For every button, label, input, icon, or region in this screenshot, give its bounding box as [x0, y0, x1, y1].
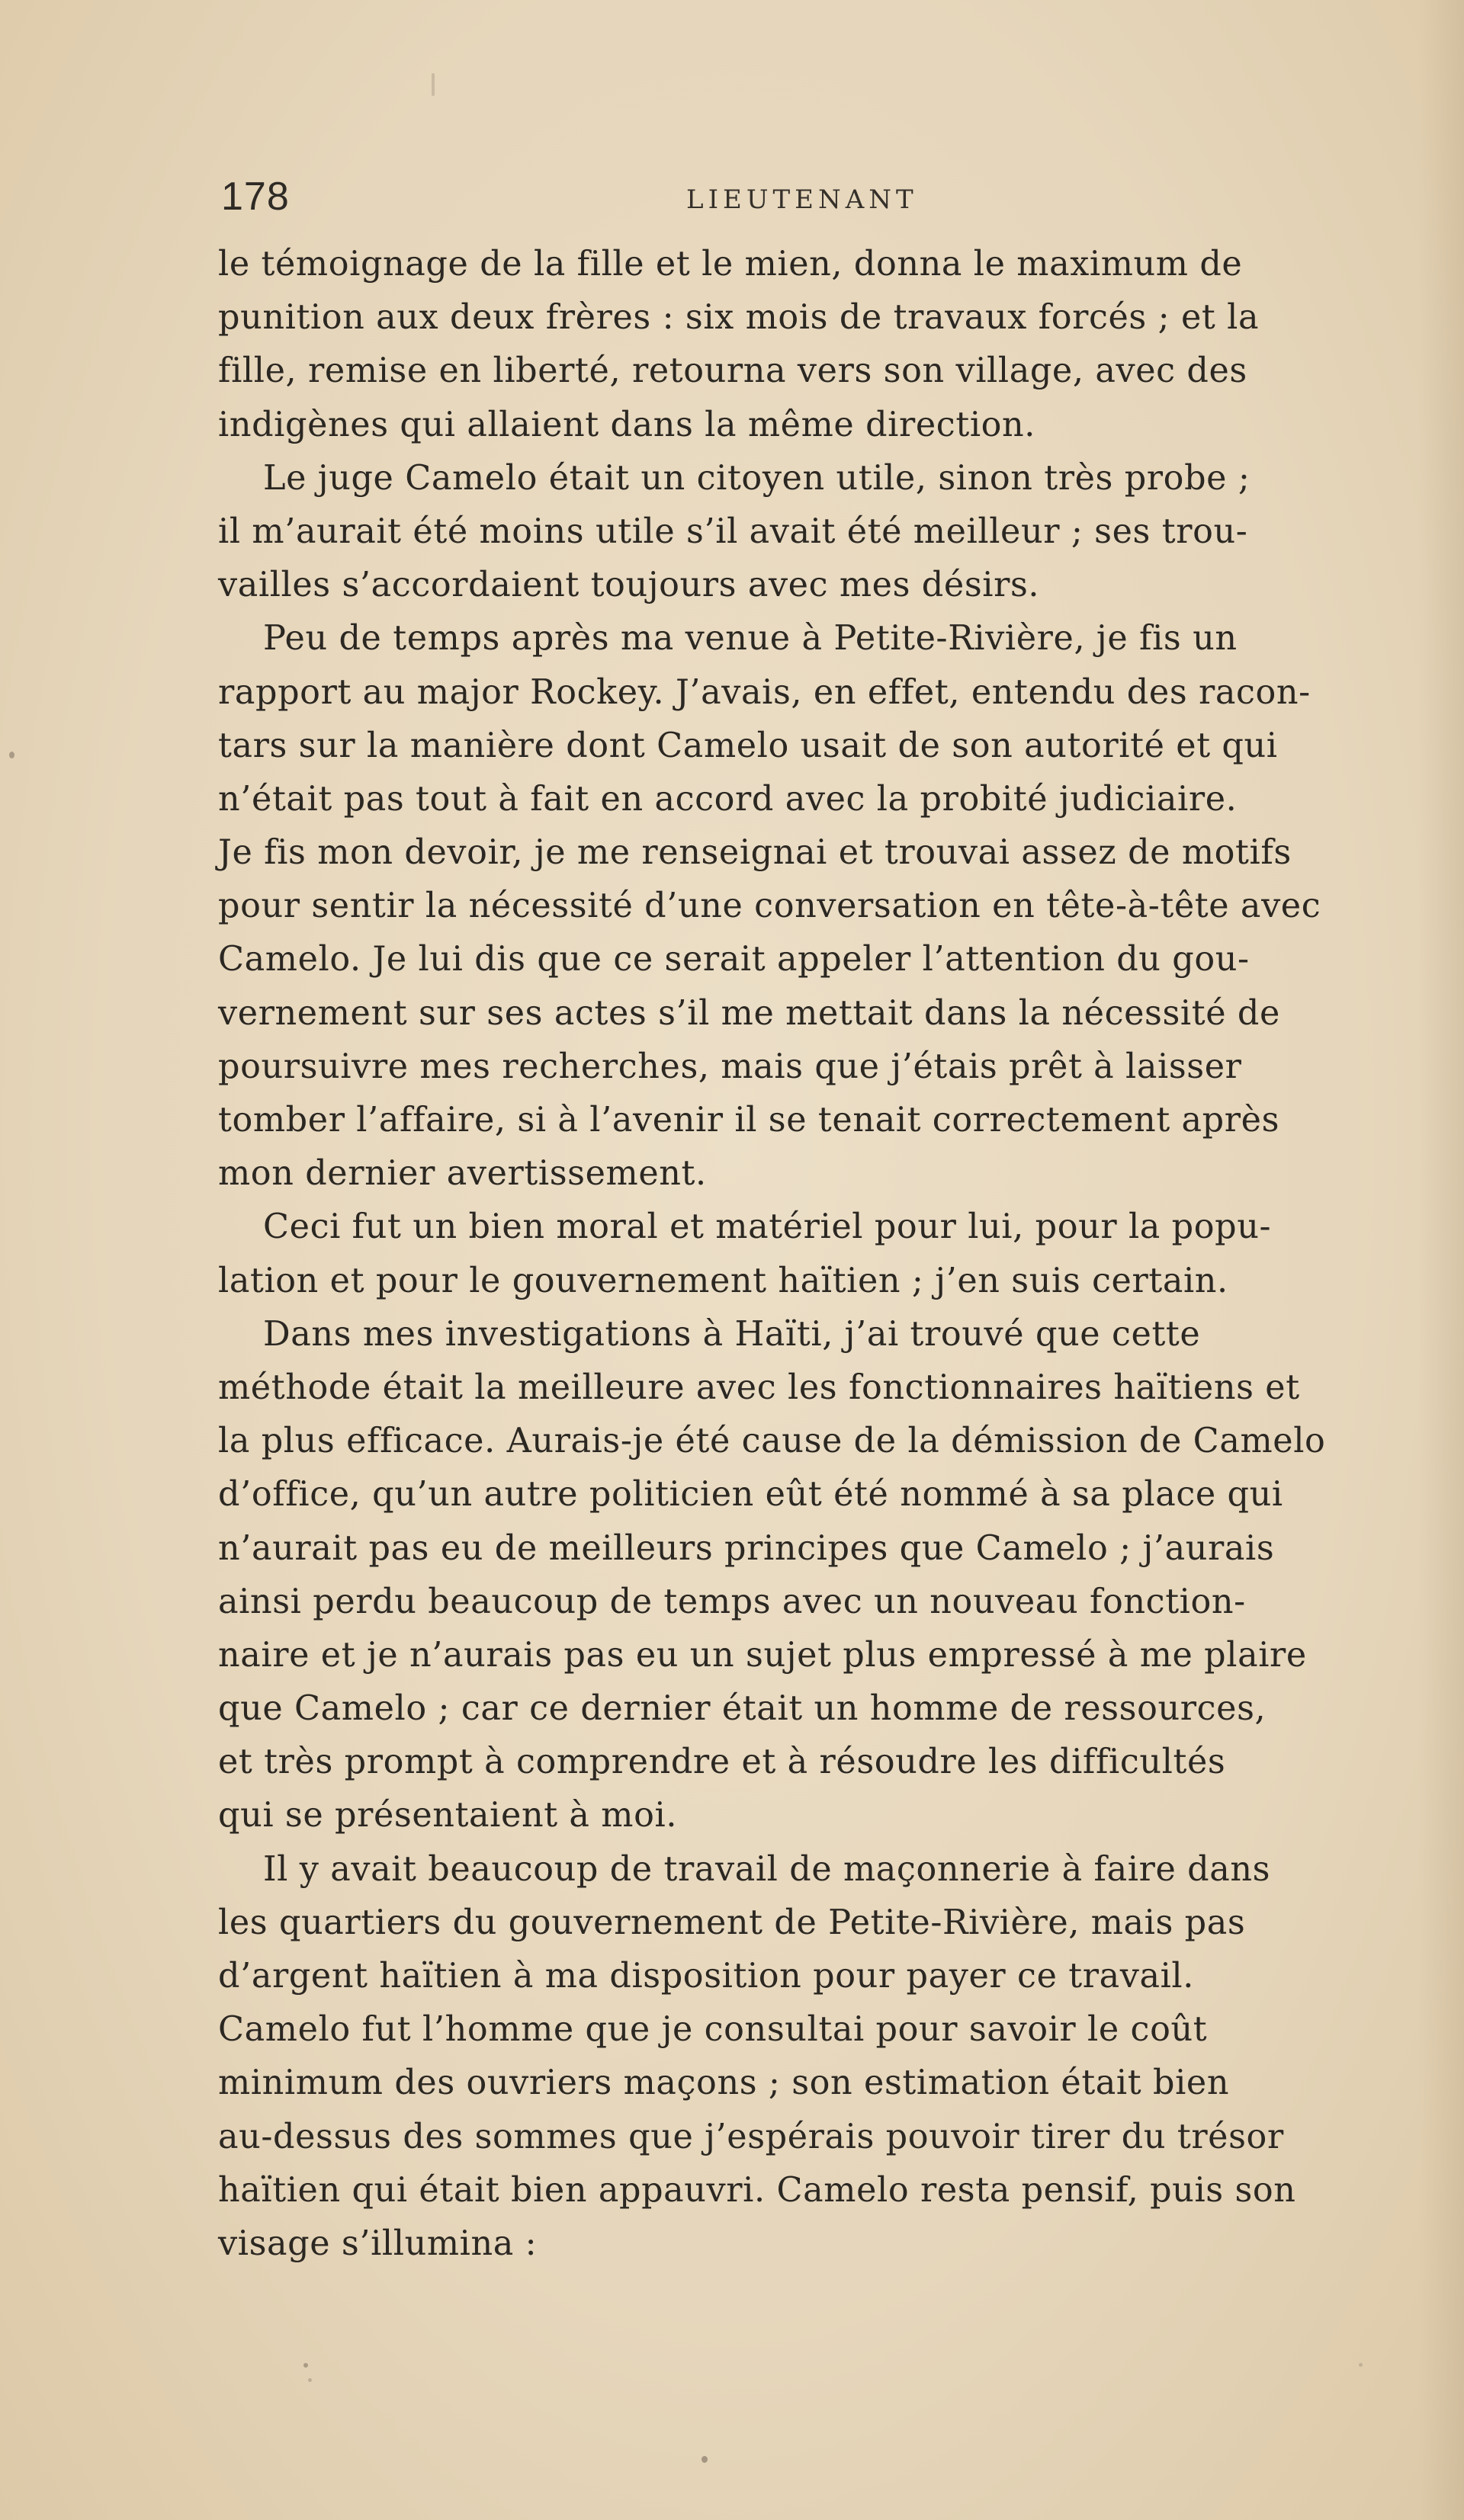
- text-line: Dans mes investigations à Haïti, j’ai trouvé que cette: [218, 1314, 1201, 1354]
- text-line: punition aux deux frères : six mois de travaux forcés ; et la: [218, 298, 1260, 338]
- text-line: mon dernier avertissement.: [218, 1154, 707, 1194]
- text-line: n’aurait pas eu de meilleurs principes que Camelo ; j’aurais: [218, 1528, 1275, 1568]
- text-line: indigènes qui allaient dans la même direction.: [218, 405, 1036, 444]
- text-line: vailles s’accordaient toujours avec mes désirs.: [218, 566, 1040, 605]
- paper-speck: [432, 73, 435, 96]
- text-line: Camelo. Je lui dis que ce serait appeler l’attention du gou-: [218, 940, 1250, 979]
- text-line: Ceci fut un bien moral et matériel pour lui, pour la popu-: [218, 1207, 1272, 1247]
- paper-speck: [308, 2378, 312, 2382]
- text-line: les quartiers du gouvernement de Petite-Rivière, mais pas: [218, 1903, 1246, 1942]
- text-line: il m’aurait été moins utile s’il avait été meilleur ; ses trou-: [218, 511, 1248, 551]
- text-line: le témoignage de la fille et le mien, donna le maximum de: [218, 245, 1243, 284]
- text-line: d’office, qu’un autre politicien eût été nommé à sa place qui: [218, 1475, 1283, 1515]
- text-line: poursuivre mes recherches, mais que j’étais prêt à laisser: [218, 1047, 1242, 1086]
- text-line: la plus efficace. Aurais-je été cause de la démission de Camelo: [218, 1422, 1326, 1461]
- paper-speck: [1359, 2363, 1363, 2367]
- text-line: que Camelo ; car ce dernier était un homme de ressources,: [218, 1689, 1267, 1729]
- text-line: méthode était la meilleure avec les fonctionnaires haïtiens et: [218, 1367, 1300, 1407]
- text-line: Le juge Camelo était un citoyen utile, sinon très probe ;: [218, 458, 1250, 498]
- text-line: Peu de temps après ma venue à Petite-Rivière, je fis un: [218, 619, 1238, 659]
- text-line: Camelo fut l’homme que je consultai pour savoir le coût: [218, 2010, 1208, 2050]
- text-line: tomber l’affaire, si à l’avenir il se tenait correctement après: [218, 1101, 1280, 1140]
- paper-speck: [9, 752, 14, 758]
- text-line: au-dessus des sommes que j’espérais pouvoir tirer du trésor: [218, 2117, 1284, 2156]
- text-line: et très prompt à comprendre et à résoudre les difficultés: [218, 1743, 1226, 1782]
- text-line: Je fis mon devoir, je me renseignai et trouvai assez de motifs: [218, 833, 1292, 873]
- text-line: qui se présentaient à moi.: [218, 1796, 678, 1835]
- text-line: rapport au major Rockey. J’avais, en effet, entendu des racon-: [218, 672, 1311, 712]
- text-line: d’argent haïtien à ma disposition pour payer ce travail.: [218, 1957, 1195, 1996]
- paper-speck: [303, 2363, 308, 2368]
- text-line: n’était pas tout à fait en accord avec la probité judiciaire.: [218, 779, 1238, 819]
- text-line: pour sentir la nécessité d’une conversation en tête-à-tête avec: [218, 886, 1321, 926]
- text-line: vernement sur ses actes s’il me mettait dans la nécessité de: [218, 993, 1280, 1033]
- text-line: ainsi perdu beaucoup de temps avec un nouveau fonction-: [218, 1582, 1246, 1621]
- text-line: lation et pour le gouvernement haïtien ; j’en suis certain.: [218, 1261, 1228, 1300]
- page-number: 178: [221, 175, 290, 219]
- text-line: tars sur la manière dont Camelo usait de son autorité et qui: [218, 726, 1278, 765]
- text-line: Il y avait beaucoup de travail de maçonnerie à faire dans: [218, 1849, 1271, 1889]
- text-line: visage s’illumina :: [218, 2223, 538, 2263]
- text-line: naire et je n’aurais pas eu un sujet plus empressé à me plaire: [218, 1635, 1307, 1675]
- text-line: haïtien qui était bien appauvri. Camelo resta pensif, puis son: [218, 2170, 1296, 2210]
- paper-speck: [702, 2456, 708, 2463]
- body-text: [218, 238, 1464, 2271]
- text-line: minimum des ouvriers maçons ; son estimation était bien: [218, 2063, 1230, 2103]
- page-header: [221, 174, 1296, 227]
- running-head: LIEUTENANT: [686, 184, 918, 215]
- text-line: fille, remise en liberté, retourna vers son village, avec des: [218, 351, 1247, 391]
